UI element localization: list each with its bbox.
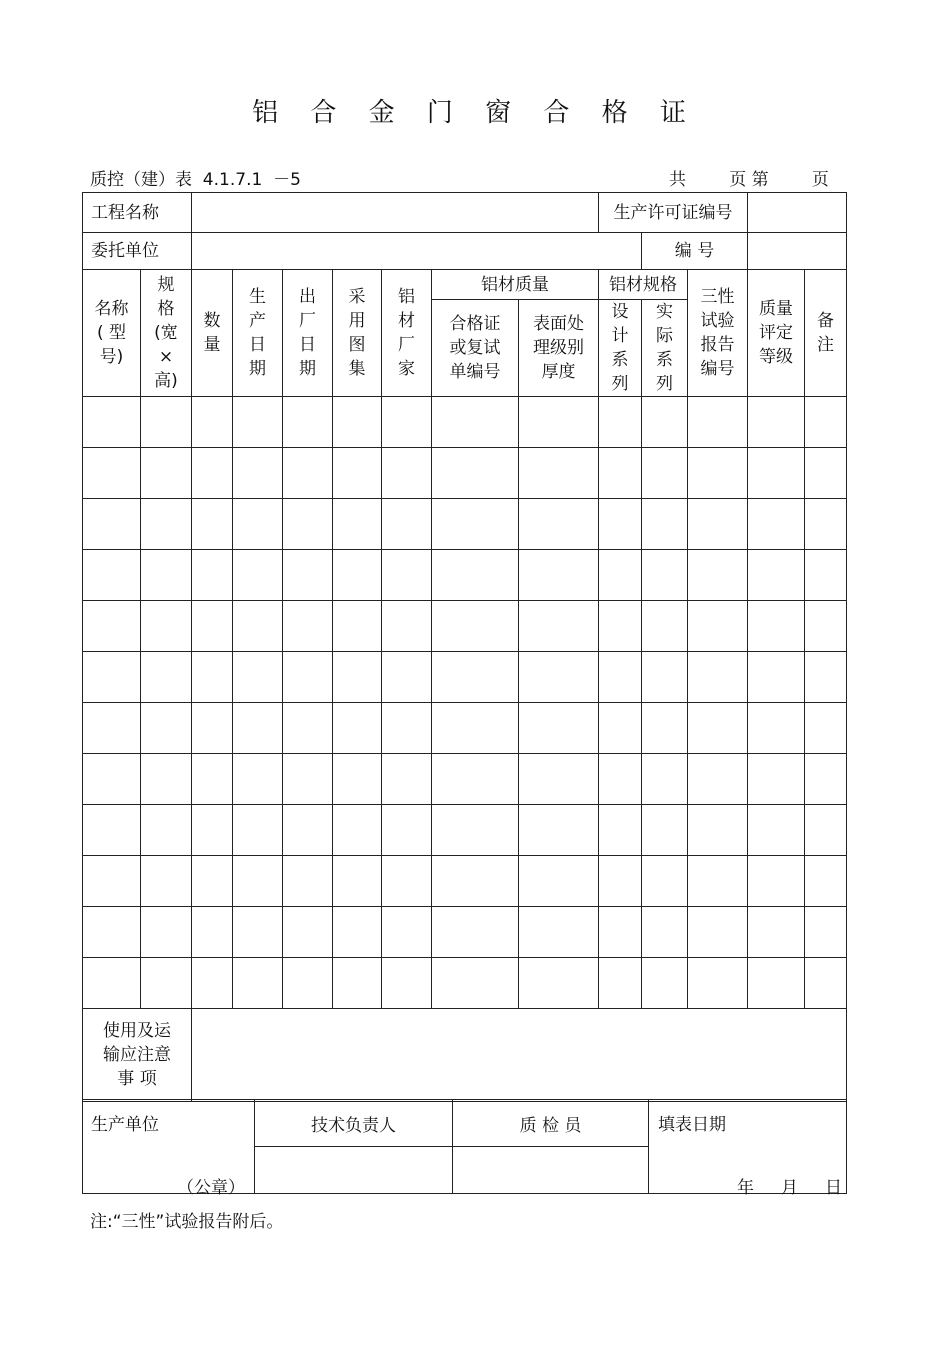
- col-quality-group: 铝材质量: [432, 270, 599, 300]
- entry-cell[interactable]: [519, 958, 599, 1009]
- entry-cell[interactable]: [141, 805, 192, 856]
- entry-cell[interactable]: [642, 550, 688, 601]
- entry-cell[interactable]: [519, 448, 599, 499]
- entry-cell[interactable]: [382, 805, 432, 856]
- col-remark: 备 注: [817, 311, 834, 355]
- entry-cell[interactable]: [192, 754, 233, 805]
- entry-cell[interactable]: [432, 907, 519, 958]
- producer-label: 生产单位: [91, 1115, 159, 1135]
- number-label: 编 号: [642, 233, 748, 270]
- entry-cell[interactable]: [382, 856, 432, 907]
- entry-cell[interactable]: [805, 448, 847, 499]
- entry-cell[interactable]: [83, 958, 141, 1009]
- entry-cell[interactable]: [141, 601, 192, 652]
- col-spec: 规 格 (宽 × 高): [154, 275, 178, 391]
- entry-cell[interactable]: [141, 550, 192, 601]
- entry-cell[interactable]: [233, 703, 283, 754]
- entry-cell[interactable]: [333, 397, 382, 448]
- page-info: 共 页 第 页: [669, 170, 829, 190]
- entry-cell[interactable]: [382, 907, 432, 958]
- entry-cell[interactable]: [283, 958, 333, 1009]
- entry-cell[interactable]: [519, 550, 599, 601]
- entry-cell[interactable]: [83, 703, 141, 754]
- entry-cell[interactable]: [233, 448, 283, 499]
- entry-cell[interactable]: [599, 652, 642, 703]
- entry-cell[interactable]: [192, 652, 233, 703]
- entry-cell[interactable]: [432, 550, 519, 601]
- entry-cell[interactable]: [642, 448, 688, 499]
- entry-cell[interactable]: [333, 550, 382, 601]
- entry-cell[interactable]: [519, 907, 599, 958]
- entry-cell[interactable]: [83, 652, 141, 703]
- entry-cell[interactable]: [141, 754, 192, 805]
- entry-cell[interactable]: [432, 958, 519, 1009]
- entry-cell[interactable]: [748, 805, 805, 856]
- entry-cell[interactable]: [333, 754, 382, 805]
- entry-cell[interactable]: [748, 958, 805, 1009]
- entry-cell[interactable]: [642, 397, 688, 448]
- client-field[interactable]: [192, 233, 642, 270]
- entry-cell[interactable]: [599, 601, 642, 652]
- entry-cell[interactable]: [805, 652, 847, 703]
- entry-cell[interactable]: [192, 958, 233, 1009]
- entry-cell[interactable]: [192, 856, 233, 907]
- entry-cell[interactable]: [519, 856, 599, 907]
- entry-cell[interactable]: [748, 652, 805, 703]
- entry-cell[interactable]: [192, 703, 233, 754]
- entry-cell[interactable]: [432, 448, 519, 499]
- usage-notes-label: 使用及运 输应注意 事 项: [103, 1021, 171, 1089]
- entry-cell[interactable]: [382, 550, 432, 601]
- entry-cell[interactable]: [642, 958, 688, 1009]
- entry-cell[interactable]: [283, 754, 333, 805]
- entry-cell[interactable]: [192, 601, 233, 652]
- entry-cell[interactable]: [688, 499, 748, 550]
- entry-cell[interactable]: [432, 703, 519, 754]
- entry-cell[interactable]: [141, 397, 192, 448]
- entry-cell[interactable]: [283, 907, 333, 958]
- entry-cell[interactable]: [432, 805, 519, 856]
- entry-cell[interactable]: [283, 805, 333, 856]
- entry-cell[interactable]: [83, 856, 141, 907]
- entry-cell[interactable]: [642, 601, 688, 652]
- entry-cell[interactable]: [805, 550, 847, 601]
- entry-cell[interactable]: [382, 397, 432, 448]
- entry-cell[interactable]: [805, 958, 847, 1009]
- entry-cell[interactable]: [141, 499, 192, 550]
- entry-cell[interactable]: [519, 703, 599, 754]
- project-name-label: 工程名称: [83, 193, 192, 233]
- date-label: 年 月 日: [737, 1178, 843, 1198]
- entry-cell[interactable]: [141, 652, 192, 703]
- certificate-table: [82, 192, 847, 1102]
- entry-cell[interactable]: [333, 703, 382, 754]
- entry-cell[interactable]: [642, 856, 688, 907]
- entry-cell[interactable]: [519, 805, 599, 856]
- entry-cell[interactable]: [382, 601, 432, 652]
- entry-cell[interactable]: [642, 652, 688, 703]
- entry-cell[interactable]: [519, 601, 599, 652]
- entry-cell[interactable]: [688, 958, 748, 1009]
- entry-cell[interactable]: [233, 550, 283, 601]
- entry-cell[interactable]: [233, 652, 283, 703]
- entry-cell[interactable]: [83, 907, 141, 958]
- entry-cell[interactable]: [283, 703, 333, 754]
- entry-cell[interactable]: [233, 754, 283, 805]
- entry-cell[interactable]: [333, 652, 382, 703]
- entry-cell[interactable]: [688, 856, 748, 907]
- entry-cell[interactable]: [805, 601, 847, 652]
- entry-cell[interactable]: [233, 499, 283, 550]
- producer-cell[interactable]: [83, 1100, 255, 1198]
- entry-cell[interactable]: [283, 856, 333, 907]
- col-atlas: 采 用 图 集: [348, 287, 366, 379]
- tech-lead-label: 技术负责人: [255, 1100, 453, 1147]
- col-series-group: 铝材规格: [599, 270, 688, 300]
- entry-cell[interactable]: [688, 652, 748, 703]
- entry-cell[interactable]: [192, 550, 233, 601]
- entry-cell[interactable]: [688, 550, 748, 601]
- col-out-date: 出 厂 日 期: [299, 287, 316, 379]
- entry-cell[interactable]: [283, 499, 333, 550]
- entry-cell[interactable]: [192, 397, 233, 448]
- table-row: [83, 448, 847, 499]
- entry-cell[interactable]: [805, 703, 847, 754]
- entry-cell[interactable]: [805, 805, 847, 856]
- table-row: [83, 397, 847, 448]
- entry-cell[interactable]: [599, 550, 642, 601]
- entry-cell[interactable]: [432, 856, 519, 907]
- entry-cell[interactable]: [748, 703, 805, 754]
- entry-cell[interactable]: [688, 805, 748, 856]
- col-cert: 合格证 或复试 单编号: [449, 314, 501, 382]
- table-row: [83, 805, 847, 856]
- entry-cell[interactable]: [599, 958, 642, 1009]
- entry-cell[interactable]: [283, 397, 333, 448]
- signature-table: [82, 1099, 847, 1198]
- entry-cell[interactable]: [805, 397, 847, 448]
- entry-cell[interactable]: [748, 499, 805, 550]
- col-name: 名称 ( 型 号): [94, 299, 129, 367]
- permit-number-label: 生产许可证编号: [599, 193, 748, 233]
- inspector-label: 质 检 员: [453, 1100, 649, 1147]
- entry-cell[interactable]: [432, 499, 519, 550]
- entry-cell[interactable]: [382, 448, 432, 499]
- entry-cell[interactable]: [141, 907, 192, 958]
- entry-cell[interactable]: [599, 907, 642, 958]
- fill-date-label: 填表日期: [658, 1115, 726, 1135]
- entry-cell[interactable]: [283, 652, 333, 703]
- entry-cell[interactable]: [83, 397, 141, 448]
- col-actual-series: 实 际 系 列: [656, 302, 673, 394]
- entry-cell[interactable]: [432, 754, 519, 805]
- entry-cell[interactable]: [83, 805, 141, 856]
- entry-cell[interactable]: [688, 397, 748, 448]
- tech-lead-signature-field[interactable]: [255, 1147, 453, 1194]
- col-design-series: 设 计 系 列: [611, 302, 629, 394]
- entry-cell[interactable]: [748, 448, 805, 499]
- col-surface: 表面处 理级别 厚度: [533, 314, 584, 382]
- entry-cell[interactable]: [642, 805, 688, 856]
- entry-cell[interactable]: [688, 601, 748, 652]
- form-code: 质控（建）表 4.1.7.1 －5: [90, 170, 301, 190]
- entry-cell[interactable]: [599, 856, 642, 907]
- entry-cell[interactable]: [382, 703, 432, 754]
- entry-cell[interactable]: [382, 499, 432, 550]
- entry-cell[interactable]: [805, 907, 847, 958]
- entry-cell[interactable]: [192, 907, 233, 958]
- entry-cell[interactable]: [432, 397, 519, 448]
- entry-cell[interactable]: [141, 856, 192, 907]
- entry-cell[interactable]: [283, 448, 333, 499]
- entry-cell[interactable]: [83, 448, 141, 499]
- entry-cell[interactable]: [283, 550, 333, 601]
- entry-cell[interactable]: [382, 958, 432, 1009]
- col-prod-date: 生 产 日 期: [249, 287, 266, 379]
- seal-label: （公章）: [177, 1178, 245, 1198]
- entry-cell[interactable]: [748, 550, 805, 601]
- table-row: [83, 703, 847, 754]
- col-grade: 质量 评定 等级: [759, 299, 793, 367]
- entry-cell[interactable]: [333, 499, 382, 550]
- entry-cell[interactable]: [748, 754, 805, 805]
- entry-cell[interactable]: [83, 754, 141, 805]
- col-test: 三性 试验 报告 编号: [700, 287, 735, 379]
- entry-cell[interactable]: [519, 499, 599, 550]
- table-row: [83, 958, 847, 1009]
- entry-cell[interactable]: [333, 601, 382, 652]
- entry-cell[interactable]: [599, 805, 642, 856]
- entry-cell[interactable]: [333, 856, 382, 907]
- number-field[interactable]: [748, 233, 847, 270]
- entry-cell[interactable]: [192, 499, 233, 550]
- table-row: [83, 550, 847, 601]
- table-row: [83, 601, 847, 652]
- entry-cell[interactable]: [233, 601, 283, 652]
- footnote: 注:“三性”试验报告附后。: [90, 1212, 284, 1232]
- entry-cell[interactable]: [233, 958, 283, 1009]
- entry-cell[interactable]: [333, 448, 382, 499]
- entry-cell[interactable]: [599, 397, 642, 448]
- entry-cell[interactable]: [333, 958, 382, 1009]
- entry-cell[interactable]: [83, 550, 141, 601]
- entry-cell[interactable]: [642, 907, 688, 958]
- entry-cell[interactable]: [599, 703, 642, 754]
- entry-cell[interactable]: [192, 448, 233, 499]
- entry-cell[interactable]: [805, 856, 847, 907]
- table-row: [83, 754, 847, 805]
- entry-cell[interactable]: [83, 499, 141, 550]
- entry-cell[interactable]: [233, 805, 283, 856]
- page-title: 铝 合 金 门 窗 合 格 证: [252, 98, 698, 128]
- inspector-signature-field[interactable]: [453, 1147, 649, 1194]
- entry-cell[interactable]: [805, 754, 847, 805]
- entry-cell[interactable]: [599, 448, 642, 499]
- entry-cell[interactable]: [519, 754, 599, 805]
- permit-number-field[interactable]: [748, 193, 847, 233]
- entry-cell[interactable]: [382, 652, 432, 703]
- entry-cell[interactable]: [748, 856, 805, 907]
- table-row: [83, 652, 847, 703]
- entry-cell[interactable]: [748, 601, 805, 652]
- entry-cell[interactable]: [748, 397, 805, 448]
- entry-cell[interactable]: [432, 652, 519, 703]
- entry-cell[interactable]: [688, 448, 748, 499]
- table-row: [83, 907, 847, 958]
- entry-cell[interactable]: [642, 754, 688, 805]
- entry-cell[interactable]: [233, 856, 283, 907]
- entry-cell[interactable]: [233, 397, 283, 448]
- entry-cell[interactable]: [333, 805, 382, 856]
- entry-cell[interactable]: [805, 499, 847, 550]
- entry-cell[interactable]: [599, 754, 642, 805]
- entry-cell[interactable]: [642, 703, 688, 754]
- fill-date-cell[interactable]: [649, 1100, 847, 1198]
- entry-cell[interactable]: [141, 703, 192, 754]
- entry-cell[interactable]: [432, 601, 519, 652]
- entry-cell[interactable]: [748, 907, 805, 958]
- entry-cell[interactable]: [233, 907, 283, 958]
- col-maker: 铝 材 厂 家: [398, 287, 415, 379]
- table-row: [83, 856, 847, 907]
- entry-cell[interactable]: [688, 754, 748, 805]
- project-name-field[interactable]: [192, 193, 599, 233]
- entry-cell[interactable]: [283, 601, 333, 652]
- entry-cell[interactable]: [83, 601, 141, 652]
- entry-cell[interactable]: [519, 652, 599, 703]
- entry-cell[interactable]: [519, 397, 599, 448]
- table-row: [83, 499, 847, 550]
- entry-cell[interactable]: [642, 499, 688, 550]
- client-label: 委托单位: [83, 233, 192, 270]
- entry-cell[interactable]: [141, 448, 192, 499]
- entry-cell[interactable]: [192, 805, 233, 856]
- entry-cell[interactable]: [599, 499, 642, 550]
- entry-cell[interactable]: [688, 907, 748, 958]
- col-qty: 数 量: [203, 311, 221, 355]
- entry-cell[interactable]: [333, 907, 382, 958]
- entry-cell[interactable]: [141, 958, 192, 1009]
- usage-notes-field[interactable]: [192, 1009, 847, 1102]
- entry-cell[interactable]: [688, 703, 748, 754]
- entry-cell[interactable]: [382, 754, 432, 805]
